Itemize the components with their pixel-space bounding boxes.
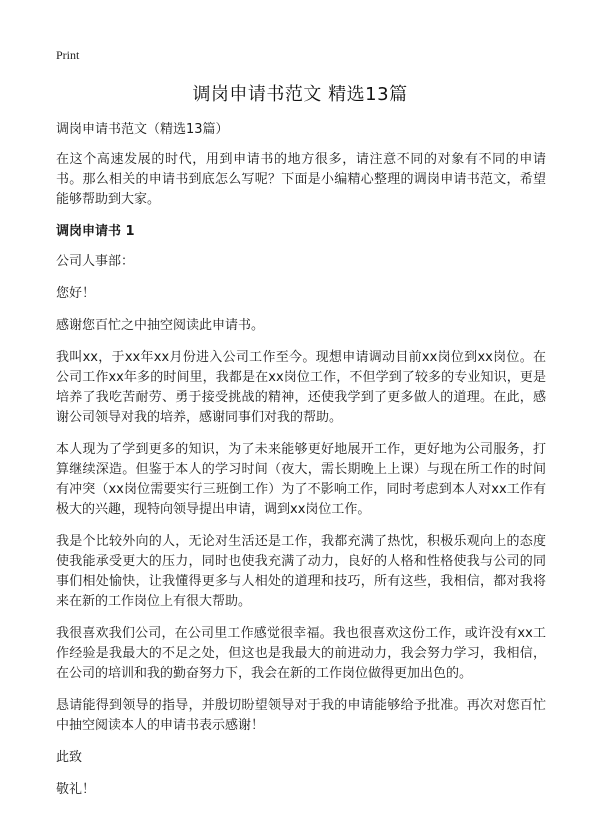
thanks-line: 感谢您百忙之中抽空阅读此申请书。: [56, 318, 265, 333]
page-title: 调岗申请书范文 精选13篇: [192, 84, 408, 105]
section-heading: 调岗申请书 1: [56, 224, 135, 239]
article-body: [56, 120, 546, 812]
body-paragraph: 本人现为了学到更多的知识，为了未来能够更好地展开工作，更好地为公司服务，打算继续深造。但鉴于本人的学习时间（夜大，需长期晚上上课）与现在所工作的时间有冲突（xx岗位需要实行三班倒工作）为了不影响工作，同时考虑到本人对xx工作有极大的兴趣，现特向领导提出申请，调到xx岗位工作。: [56, 442, 546, 517]
body-paragraph: 我叫xx，于xx年xx月份进入公司工作至今。现想申请调动目前xx岗位到xx岗位。在公司工作xx年多的时间里，我都是在xx岗位工作，不但学到了较多的专业知识，更是培养了我吃苦耐劳、勇于接受挑战的精神，还使我学到了更多做人的道理。在此，感谢公司领导对我的培养，感谢同事们对我的帮助。: [56, 350, 546, 425]
closing-line: 此致: [56, 750, 83, 765]
body-paragraph: 恳请能得到领导的指导，并殷切盼望领导对于我的申请能够给予批准。再次对您百忙中抽空阅读本人的申请书表示感谢！: [56, 698, 546, 733]
body-paragraph: 我是个比较外向的人，无论对生活还是工作，我都充满了热忱，积极乐观向上的态度使我能承受更大的压力，同时也使我充满了动力，良好的人格和性格使我与公司的同事们相处愉快，让我懂得更多与人相处的道理和技巧，所有这些，我相信，都对我将来在新的工作岗位上有很大帮助。: [56, 534, 546, 609]
body-paragraph: 我很喜欢我们公司，在公司里工作感觉很幸福。我也很喜欢这份工作，或许没有xx工作经验是我最大的不足之处，但这也是我最大的前进动力，我会努力学习，我相信，在公司的培训和我的勤奋努力下，我会在新的工作岗位做得更加出色的。: [56, 626, 546, 681]
closing-salute: 敬礼！: [56, 782, 96, 797]
salutation: 公司人事部：: [56, 254, 135, 269]
print-link[interactable]: Print: [56, 48, 80, 62]
greeting: 您好！: [56, 286, 96, 301]
intro-paragraph: 在这个高速发展的时代，用到申请书的地方很多，请注意不同的对象有不同的申请书。那么相关的申请书到底怎么写呢？下面是小编精心整理的调岗申请书范文，希望能够帮助到大家。: [56, 152, 546, 207]
article-subtitle: 调岗申请书范文（精选13篇）: [56, 122, 229, 137]
